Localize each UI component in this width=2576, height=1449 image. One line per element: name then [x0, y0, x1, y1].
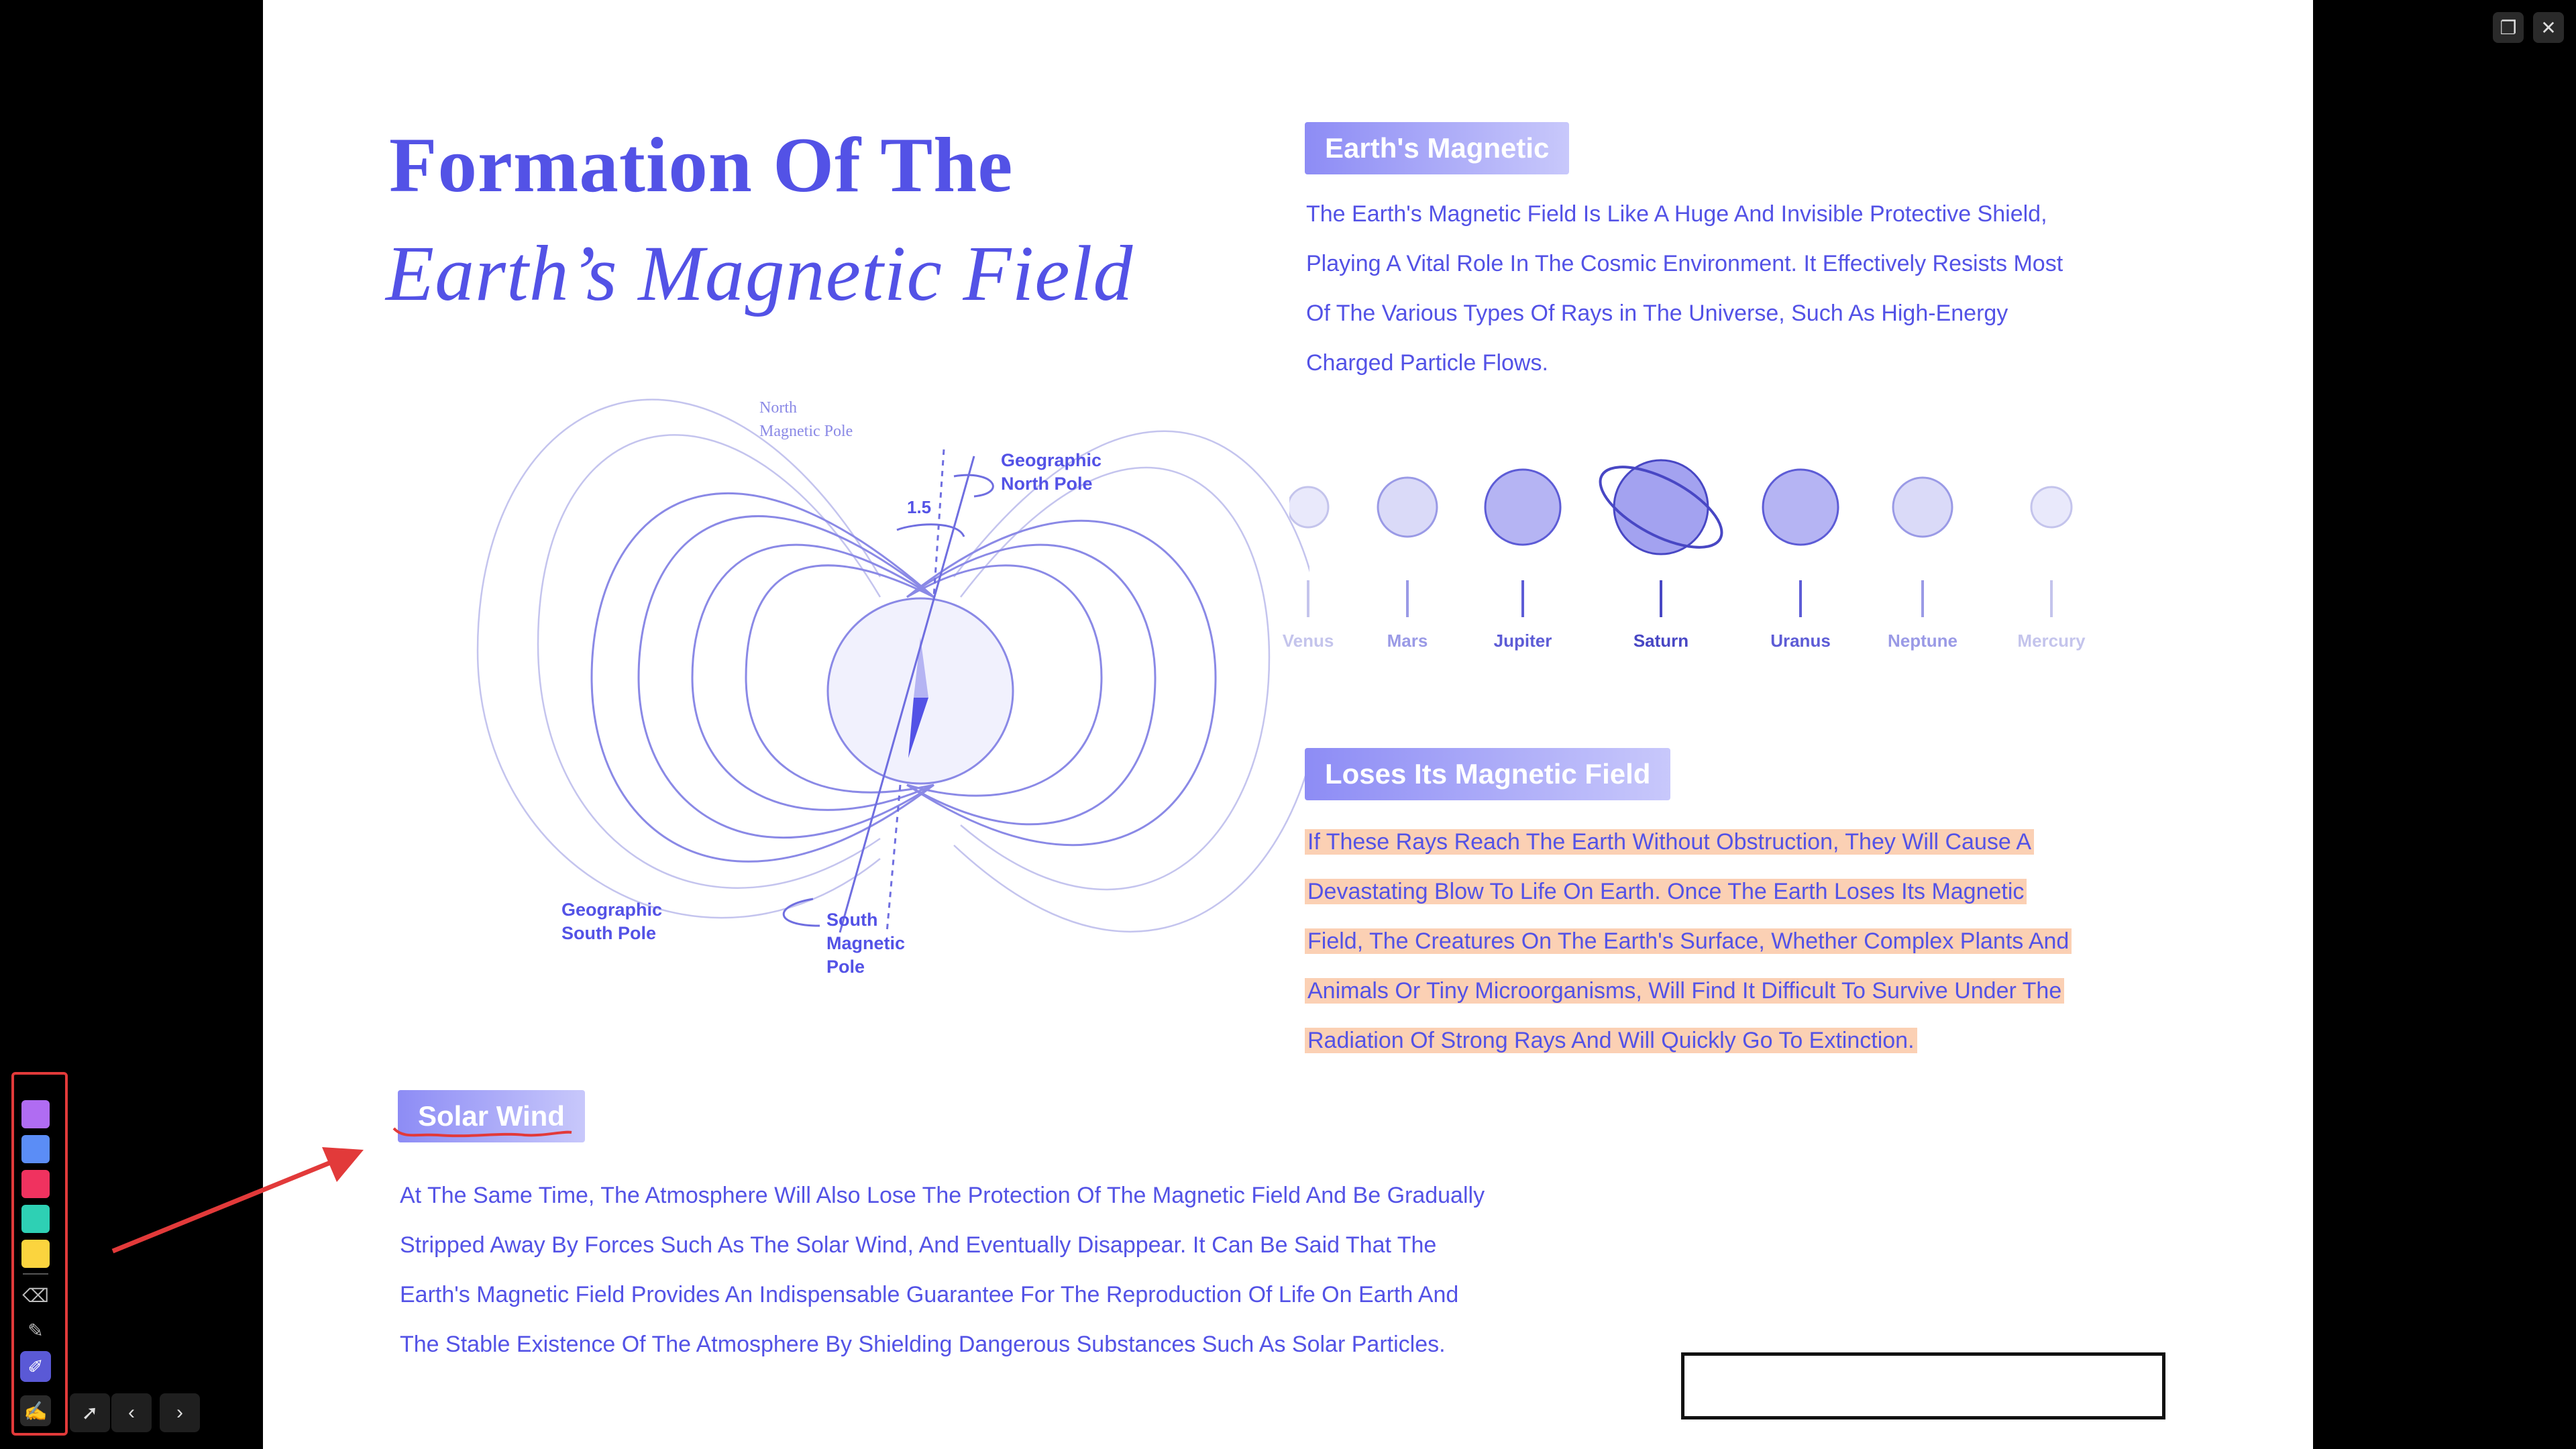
planet-label-venus: Venus — [1282, 631, 1334, 651]
label-south-magnetic-3: Pole — [826, 957, 865, 977]
highlighted-line: If These Rays Reach The Earth Without Obstruction, They Will Cause A — [1305, 829, 2034, 855]
loses-field-paragraph — [1305, 817, 2072, 1065]
color-swatch[interactable] — [21, 1205, 50, 1233]
planet-label-jupiter: Jupiter — [1493, 631, 1552, 651]
title-line-1: Formation Of The — [389, 122, 1014, 209]
eraser-icon[interactable]: ⌫ — [22, 1285, 49, 1306]
cursor-icon: ➚ — [81, 1401, 99, 1424]
restore-icon: ❐ — [2500, 17, 2517, 38]
highlighted-line: Field, The Creatures On The Earth's Surface, Whether Complex Plants And — [1305, 928, 2072, 954]
highlighter-icon[interactable]: ✎ — [28, 1320, 44, 1341]
pen-icon[interactable]: ✐ — [20, 1351, 51, 1382]
paragraph-line: Of The Various Types Of Rays in The Universe, Such As High-Energy — [1306, 301, 2008, 326]
paragraph-line: The Earth's Magnetic Field Is Like A Huge And Invisible Protective Shield, — [1306, 201, 2047, 227]
solar-wind-heading: Solar Wind — [398, 1090, 585, 1142]
paragraph-line: Playing A Vital Role In The Cosmic Environment. It Effectively Resists Most — [1306, 251, 2063, 276]
paragraph-line: Charged Particle Flows. — [1306, 350, 1548, 376]
color-swatch[interactable] — [21, 1240, 50, 1268]
planet-uranus — [1763, 470, 1838, 545]
loses-field-heading: Loses Its Magnetic Field — [1305, 748, 1670, 800]
next-page-button[interactable]: › — [160, 1393, 200, 1432]
prev-page-button[interactable]: ‹ — [111, 1393, 152, 1432]
pen-underline-annotation — [390, 1120, 578, 1147]
label-south-magnetic-2: Magnetic — [826, 933, 906, 953]
solar-wind-paragraph — [400, 1171, 1485, 1369]
magnetic-field-diagram — [330, 376, 1309, 1013]
planet-jupiter — [1485, 470, 1560, 545]
label-geo-south-1: Geographic — [561, 900, 663, 920]
planet-venus — [1289, 487, 1328, 527]
title-line-2: Earth’s Magnetic Field — [386, 229, 1134, 317]
planets-row — [1289, 443, 2313, 617]
label-geo-north-2: North Pole — [1001, 474, 1093, 494]
planet-label-uranus: Uranus — [1770, 631, 1831, 651]
planet-label-neptune: Neptune — [1888, 631, 1957, 651]
planet-neptune — [1893, 478, 1952, 537]
planet-label-mercury: Mercury — [2017, 631, 2086, 651]
marker-icon[interactable]: ✍ — [20, 1395, 51, 1426]
slide-canvas — [263, 0, 2313, 1449]
highlighted-line: Radiation Of Strong Rays And Will Quickly Go To Extinction. — [1305, 1028, 1917, 1053]
pointer-button[interactable] — [70, 1393, 110, 1432]
paragraph-line: The Stable Existence Of The Atmosphere By Shielding Dangerous Substances Such As Solar Particles. — [400, 1332, 1446, 1357]
color-swatch[interactable] — [21, 1170, 50, 1198]
red-arrow-annotation — [101, 1140, 382, 1261]
planet-label-mars: Mars — [1387, 631, 1428, 651]
paragraph-line: At The Same Time, The Atmosphere Will Also Lose The Protection Of The Magnetic Field And Be Gradually — [400, 1183, 1485, 1208]
label-north-magnetic-1: North — [759, 399, 797, 417]
toolbar-divider — [23, 1273, 48, 1275]
color-swatch[interactable] — [21, 1100, 50, 1128]
highlighted-line: Animals Or Tiny Microorganisms, Will Find It Difficult To Survive Under The — [1305, 978, 2064, 1004]
paragraph-line: Earth's Magnetic Field Provides An Indispensable Guarantee For The Reproduction Of Life On Earth And — [400, 1282, 1459, 1307]
label-geo-north-1: Geographic — [1001, 450, 1102, 470]
planet-mercury — [2031, 487, 2072, 527]
planet-mars — [1378, 478, 1437, 537]
paragraph-line: Stripped Away By Forces Such As The Solar Wind, And Eventually Disappear. It Can Be Said That The — [400, 1232, 1437, 1258]
earths-magnetic-heading: Earth's Magnetic — [1305, 122, 1569, 174]
color-swatch[interactable] — [21, 1135, 50, 1163]
empty-text-box[interactable] — [1681, 1352, 2165, 1419]
planet-label-saturn: Saturn — [1633, 631, 1689, 651]
highlighted-line: Devastating Blow To Life On Earth. Once The Earth Loses Its Magnetic — [1305, 879, 2027, 904]
close-button[interactable] — [2533, 12, 2564, 43]
label-geo-south-2: South Pole — [561, 923, 656, 943]
planet-saturn — [1614, 460, 1708, 554]
label-angle: 1.5 — [907, 497, 932, 517]
restore-window-button[interactable] — [2493, 12, 2524, 43]
close-icon: ✕ — [2540, 17, 2557, 38]
label-north-magnetic-2: Magnetic Pole — [759, 423, 853, 440]
earths-magnetic-paragraph — [1306, 189, 2063, 388]
label-south-magnetic-1: South — [826, 910, 878, 930]
